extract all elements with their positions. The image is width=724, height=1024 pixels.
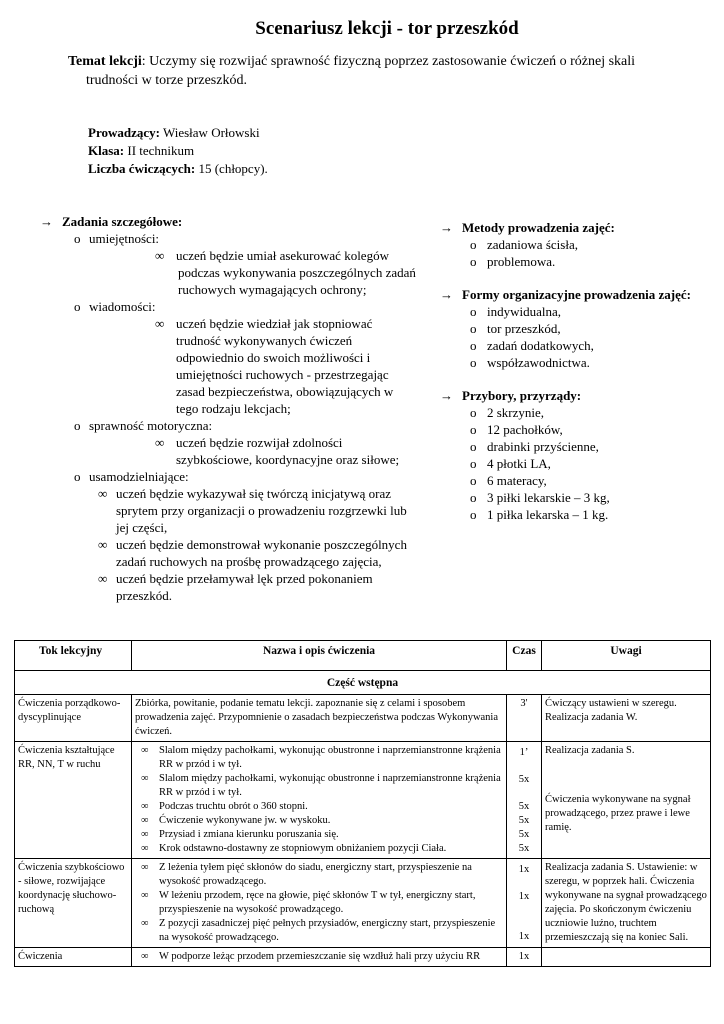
time-value: 5x xyxy=(518,829,530,840)
circle-bullet-icon: o xyxy=(74,299,81,314)
equipment-item-text: 1 piłka lekarska – 1 kg. xyxy=(487,507,609,522)
equipment-item-text: 3 piłki lekarskie – 3 kg, xyxy=(487,490,610,505)
equipment-item xyxy=(440,489,720,506)
knowledge-line: tego rodzaju lekcjach; xyxy=(176,401,291,416)
circle-bullet-icon: o xyxy=(470,355,477,370)
equipment-item-text: drabinki przyścienne, xyxy=(487,439,599,454)
col-header-time: Czas xyxy=(507,641,542,671)
independence-line: uczeń będzie przełamywał lęk przed pokonaniem xyxy=(116,571,373,586)
exercise-text: Podczas truchtu obrót o 360 stopni. xyxy=(159,801,308,812)
count-label: Liczba ćwiczących: xyxy=(88,161,196,176)
circle-bullet-icon: o xyxy=(470,439,477,454)
skills-line: uczeń będzie umiał asekurować kolegów xyxy=(176,248,389,263)
time-value: 1x xyxy=(518,864,530,875)
stage-cell: Ćwiczenia kształtujące RR, NN, T w ruchu xyxy=(15,742,132,859)
col-header-stage: Tok lekcyjny xyxy=(15,641,132,671)
equipment-item xyxy=(440,404,720,421)
lesson-info xyxy=(88,124,268,178)
infinity-bullet-icon: ∞ xyxy=(141,862,149,873)
exercise-item xyxy=(141,861,503,889)
circle-bullet-icon: o xyxy=(74,469,81,484)
exercise-text: W leżeniu przodem, ręce na głowie, pięć skłonów T w tył, energiczny start, przyspieszenie na wysokość prowadzącego. xyxy=(159,890,476,915)
circle-bullet-icon: o xyxy=(470,338,477,353)
exercise-item xyxy=(141,772,503,800)
notes-text: Ćwiczenia wykonywane na sygnał prowadzącego, przez prawe i lewe ramię. xyxy=(545,794,691,833)
lesson-topic xyxy=(68,52,678,90)
time-value: 1x xyxy=(518,931,530,942)
motor-label: sprawność motoryczna: xyxy=(89,418,213,433)
independence-line: uczeń będzie demonstrował wykonanie poszczególnych xyxy=(116,537,407,552)
topic-text-line2: trudności w torze przeszkód. xyxy=(86,73,247,88)
knowledge-detail xyxy=(40,315,440,417)
time-cell xyxy=(507,859,542,948)
infinity-bullet-icon: ∞ xyxy=(98,486,108,501)
forms-item-text: zadań dodatkowych, xyxy=(487,338,594,353)
arrow-icon: → xyxy=(440,220,453,235)
independence-line: uczeń będzie wykazywał się twórczą inicjatywą oraz xyxy=(116,486,392,501)
exercise-item xyxy=(141,842,503,856)
exercise-text: Ćwiczenie wykonywane jw. w wyskoku. xyxy=(159,815,331,826)
table-row xyxy=(15,948,711,967)
infinity-bullet-icon: ∞ xyxy=(141,843,149,854)
leader-row xyxy=(88,124,268,142)
forms-item xyxy=(440,320,720,337)
equipment-heading xyxy=(440,387,720,404)
independence-detail-2 xyxy=(40,536,440,570)
notes-cell: Ćwiczący ustawieni w szeregu. Realizacja zadania W. xyxy=(542,695,711,742)
notes-text: Realizacja zadania S. xyxy=(545,745,635,756)
motor-item xyxy=(40,417,440,434)
table-row xyxy=(15,859,711,948)
forms-item-text: indywidualna, xyxy=(487,304,562,319)
methods-heading xyxy=(440,219,720,236)
infinity-bullet-icon: ∞ xyxy=(141,890,149,901)
exercise-list xyxy=(132,859,507,948)
time-value: 5x xyxy=(518,843,530,854)
equipment-item-text: 4 płotki LA, xyxy=(487,456,551,471)
exercise-item xyxy=(141,917,503,945)
infinity-bullet-icon: ∞ xyxy=(155,435,165,450)
skills-label: umiejętności: xyxy=(89,231,160,246)
circle-bullet-icon: o xyxy=(470,254,477,269)
equipment-item-text: 2 skrzynie, xyxy=(487,405,545,420)
independence-line: przeszkód. xyxy=(116,588,172,603)
methods-heading-text: Metody prowadzenia zajęć: xyxy=(462,220,615,235)
independence-line: sprytem przy organizacji o prowadzeniu rozgrzewki lub xyxy=(116,503,407,518)
knowledge-line: umiejętności ruchowych - przestrzegając xyxy=(176,367,389,382)
forms-item-text: tor przeszkód, xyxy=(487,321,561,336)
forms-item-text: współzawodnictwa. xyxy=(487,355,590,370)
class-row xyxy=(88,142,268,160)
tasks-section xyxy=(40,213,440,604)
forms-item xyxy=(440,354,720,371)
forms-heading-text: Formy organizacyjne prowadzenia zajęć: xyxy=(462,287,692,302)
independence-line: jej części, xyxy=(116,520,168,535)
independence-label: usamodzielniające: xyxy=(89,469,189,484)
exercise-text: W podporze leżąc przodem przemieszczanie się wzdłuż hali przy użyciu RR xyxy=(159,951,481,962)
circle-bullet-icon: o xyxy=(470,456,477,471)
exercise-list xyxy=(132,948,507,967)
forms-heading xyxy=(440,286,720,303)
exercise-item xyxy=(141,828,503,842)
arrow-icon: → xyxy=(40,214,53,229)
knowledge-item xyxy=(40,298,440,315)
infinity-bullet-icon: ∞ xyxy=(141,801,149,812)
motor-detail xyxy=(40,434,440,468)
exercise-item xyxy=(141,744,503,772)
skills-line: ruchowych wymagających ochrony; xyxy=(178,282,367,297)
section-title: Część wstępna xyxy=(15,671,711,695)
right-column xyxy=(440,219,720,523)
time-value: 1x xyxy=(518,891,530,902)
infinity-bullet-icon: ∞ xyxy=(141,815,149,826)
methods-item xyxy=(440,253,720,270)
motor-line: szybkościowe, koordynacyjne oraz siłowe; xyxy=(176,452,400,467)
exercise-item xyxy=(141,950,503,964)
circle-bullet-icon: o xyxy=(470,507,477,522)
independence-line: zadań ruchowych na prośbę prowadzącego zajęcia, xyxy=(116,554,382,569)
table-header-row xyxy=(15,641,711,671)
col-header-notes: Uwagi xyxy=(542,641,711,671)
equipment-item-text: 12 pachołków, xyxy=(487,422,563,437)
infinity-bullet-icon: ∞ xyxy=(141,951,149,962)
topic-text-line1: : Uczymy się rozwijać sprawność fizyczną poprzez zastosowanie ćwiczeń o różnej skali xyxy=(141,54,636,69)
stage-cell: Ćwiczenia szybkościowo - siłowe, rozwijające koordynację słuchowo-ruchową xyxy=(15,859,132,948)
time-value: 5x xyxy=(518,815,530,826)
time-value: 5x xyxy=(518,774,530,785)
skills-item xyxy=(40,230,440,247)
equipment-item xyxy=(440,455,720,472)
table-row xyxy=(15,695,711,742)
equipment-item-text: 6 materacy, xyxy=(487,473,547,488)
methods-item-text: problemowa. xyxy=(487,254,556,269)
methods-item-text: zadaniowa ścisła, xyxy=(487,237,578,252)
infinity-bullet-icon: ∞ xyxy=(155,248,165,263)
tasks-heading-text: Zadania szczegółowe: xyxy=(62,214,183,229)
exercise-text: Slalom między pachołkami, wykonując obustronne i naprzemianstronne krążenia RR w przód i w tył. xyxy=(159,745,501,770)
motor-line: uczeń będzie rozwijał zdolności xyxy=(176,435,343,450)
table-row xyxy=(15,742,711,859)
arrow-icon: → xyxy=(440,287,453,302)
equipment-item xyxy=(440,472,720,489)
infinity-bullet-icon: ∞ xyxy=(98,537,108,552)
notes-cell: Realizacja zadania S. Ustawienie: w szeregu, w poprzek hali. Ćwiczenia wykonywane na sygnał prowadzącego zajęcia. Po skończonym ćwiczeniu uczniowie luźno, truchtem przemieszczają się na koniec Sali. xyxy=(542,859,711,948)
infinity-bullet-icon: ∞ xyxy=(98,571,108,586)
circle-bullet-icon: o xyxy=(470,321,477,336)
circle-bullet-icon: o xyxy=(74,231,81,246)
count-row xyxy=(88,160,268,178)
knowledge-line: trudność wykonywanych ćwiczeń xyxy=(176,333,353,348)
leader-value: Wiesław Orłowski xyxy=(159,125,260,140)
exercise-item xyxy=(141,800,503,814)
knowledge-line: uczeń będzie wiedział jak stopniować xyxy=(176,316,373,331)
arrow-icon: → xyxy=(440,388,453,403)
knowledge-line: odpowiednio do swoich możliwości i xyxy=(176,350,371,365)
infinity-bullet-icon: ∞ xyxy=(141,745,149,756)
infinity-bullet-icon: ∞ xyxy=(141,918,149,929)
circle-bullet-icon: o xyxy=(470,237,477,252)
stage-cell: Ćwiczenia porządkowo-dyscyplinujące xyxy=(15,695,132,742)
independence-detail-3 xyxy=(40,570,440,604)
description-cell: Zbiórka, powitanie, podanie tematu lekcji. zapoznanie się z celami i sposobem prowadzenia zajęć. Przypomnienie o zasadach bezpieczeństwa podczas Wykonywania ćwiczeń. xyxy=(132,695,507,742)
infinity-bullet-icon: ∞ xyxy=(141,829,149,840)
forms-item xyxy=(440,337,720,354)
equipment-item xyxy=(440,438,720,455)
notes-cell xyxy=(542,948,711,967)
skills-line: podczas wykonywania poszczególnych zadań xyxy=(178,265,416,280)
circle-bullet-icon: o xyxy=(470,473,477,488)
exercise-text: Krok odstawno-dostawny ze stopniowym obniżaniem pozycji Ciała. xyxy=(159,843,447,854)
equipment-heading-text: Przybory, przyrządy: xyxy=(462,388,582,403)
notes-cell xyxy=(542,742,711,859)
count-value: 15 (chłopcy). xyxy=(195,161,268,176)
independence-detail-1 xyxy=(40,485,440,536)
infinity-bullet-icon: ∞ xyxy=(155,316,165,331)
exercise-list xyxy=(132,742,507,859)
exercise-text: Z leżenia tyłem pięć skłonów do siadu, energiczny start, przyspieszenie na wysokość prowadzącego. xyxy=(159,862,472,887)
knowledge-label: wiadomości: xyxy=(89,299,156,314)
tasks-heading xyxy=(40,213,440,230)
circle-bullet-icon: o xyxy=(470,490,477,505)
exercise-item xyxy=(141,889,503,917)
circle-bullet-icon: o xyxy=(470,405,477,420)
circle-bullet-icon: o xyxy=(470,422,477,437)
time-value: 1’ xyxy=(519,747,529,758)
document-title: Scenariusz lekcji - tor przeszkód xyxy=(255,18,519,39)
equipment-item xyxy=(440,421,720,438)
knowledge-line: zasad bezpieczeństwa, obowiązujących w xyxy=(176,384,394,399)
methods-item xyxy=(440,236,720,253)
section-row xyxy=(15,671,711,695)
infinity-bullet-icon: ∞ xyxy=(141,773,149,784)
exercise-text: Z pozycji zasadniczej pięć pełnych przysiadów, energiczny start, przyspieszenie na wysokość prowadzącego. xyxy=(159,918,496,943)
class-label: Klasa: xyxy=(88,143,125,158)
forms-item xyxy=(440,303,720,320)
leader-label: Prowadzący: xyxy=(88,125,160,140)
equipment-item xyxy=(440,506,720,523)
skills-detail xyxy=(40,247,440,298)
independence-item xyxy=(40,468,440,485)
topic-label: Temat lekcji xyxy=(68,54,142,69)
class-value: II technikum xyxy=(124,143,195,158)
exercise-text: Slalom między pachołkami, wykonując obustronne i naprzemianstronne krążenia RR w przód i w tył. xyxy=(159,773,501,798)
time-cell xyxy=(507,742,542,859)
circle-bullet-icon: o xyxy=(470,304,477,319)
stage-cell: Ćwiczenia xyxy=(15,948,132,967)
exercise-text: Przysiad i zmiana kierunku poruszania się. xyxy=(159,829,339,840)
time-cell: 1x xyxy=(507,948,542,967)
time-cell: 3' xyxy=(507,695,542,742)
col-header-description: Nazwa i opis ćwiczenia xyxy=(132,641,507,671)
lesson-table xyxy=(14,640,711,967)
time-value: 5x xyxy=(518,801,530,812)
exercise-item xyxy=(141,814,503,828)
circle-bullet-icon: o xyxy=(74,418,81,433)
